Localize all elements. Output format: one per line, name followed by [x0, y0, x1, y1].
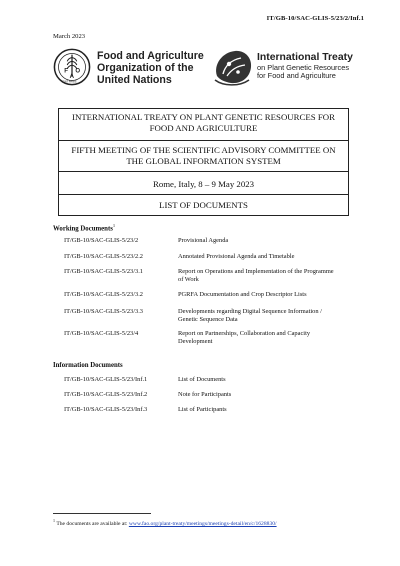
document-symbol: IT/GB-10/SAC-GLIS-5/23/Inf.2	[64, 391, 148, 398]
document-title-cell: List of Documents	[178, 376, 226, 383]
document-title-cell: Note for Participants	[178, 391, 232, 398]
svg-text:F: F	[64, 67, 68, 75]
treaty-name: INTERNATIONAL TREATY ON PLANT GENETIC RESOURCES FOR FOOD AND AGRICULTURE	[59, 109, 348, 141]
footnote-text: The documents are available at:	[56, 520, 128, 527]
plant-treaty-logo-text: International Treaty on Plant Genetic Resources for Food and Agriculture	[257, 52, 353, 81]
svg-text:FIAT PANIS: FIAT PANIS	[62, 80, 77, 84]
meeting-name: FIFTH MEETING OF THE SCIENTIFIC ADVISORY COMMITTEE ON THE GLOBAL INFORMATION SYSTEM	[59, 141, 348, 172]
svg-text:O: O	[75, 67, 81, 75]
document-title-cell: PGRFA Documentation and Crop Descriptor Lists	[178, 291, 307, 298]
svg-text:A: A	[69, 72, 75, 80]
plant-treaty-logo-icon	[211, 46, 255, 88]
document-symbol: IT/GB-10/SAC-GLIS-5/23/2	[64, 237, 139, 244]
fao-logo-text: Food and Agriculture Organization of the United Nations	[97, 50, 204, 86]
working-documents-heading: Working Documents$^1$	[53, 223, 116, 233]
footnote	[53, 518, 363, 527]
footnote-divider	[53, 513, 151, 514]
documents-link[interactable]: www.fao.org/plant-treaty/meetings/meetings-detail/en/c/1628830/	[128, 520, 277, 527]
document-title-cell: Annotated Provisional Agenda and Timetable	[178, 253, 295, 260]
document-title-cell: Developments regarding Digital Sequence Information / Genetic Sequence Data	[178, 308, 322, 324]
document-symbol: IT/GB-10/SAC-GLIS-5/23/2.2	[64, 253, 143, 260]
document-title-cell: List of Participants	[178, 406, 227, 413]
title-box	[58, 108, 349, 216]
document-title-cell: Report on Partnerships, Collaboration and Capacity Development	[178, 330, 311, 346]
document-title-cell: Report on Operations and Implementation of the Programme of Work	[178, 268, 334, 284]
document-reference: IT/GB-10/SAC-GLIS-5/23/2/Inf.1	[266, 15, 364, 22]
meeting-place-date: Rome, Italy, 8 – 9 May 2023	[59, 172, 348, 195]
document-symbol: IT/GB-10/SAC-GLIS-5/23/Inf.1	[64, 376, 148, 383]
document-title: LIST OF DOCUMENTS	[159, 200, 248, 210]
footnote-mark: 1	[53, 518, 55, 523]
footnote-reference[interactable]: 1	[112, 223, 116, 228]
document-title-cell: Provisional Agenda	[178, 237, 229, 244]
document-symbol: IT/GB-10/SAC-GLIS-5/23/Inf.3	[64, 406, 148, 413]
document-symbol: IT/GB-10/SAC-GLIS-5/23/3.1	[64, 268, 143, 275]
document-symbol: IT/GB-10/SAC-GLIS-5/23/4	[64, 330, 139, 337]
information-documents-heading: Information Documents	[53, 362, 123, 369]
document-symbol: IT/GB-10/SAC-GLIS-5/23/3.2	[64, 291, 143, 298]
document-symbol: IT/GB-10/SAC-GLIS-5/23/3.3	[64, 308, 143, 315]
fao-logo-icon	[53, 48, 91, 86]
document-date: March 2023	[53, 33, 86, 40]
